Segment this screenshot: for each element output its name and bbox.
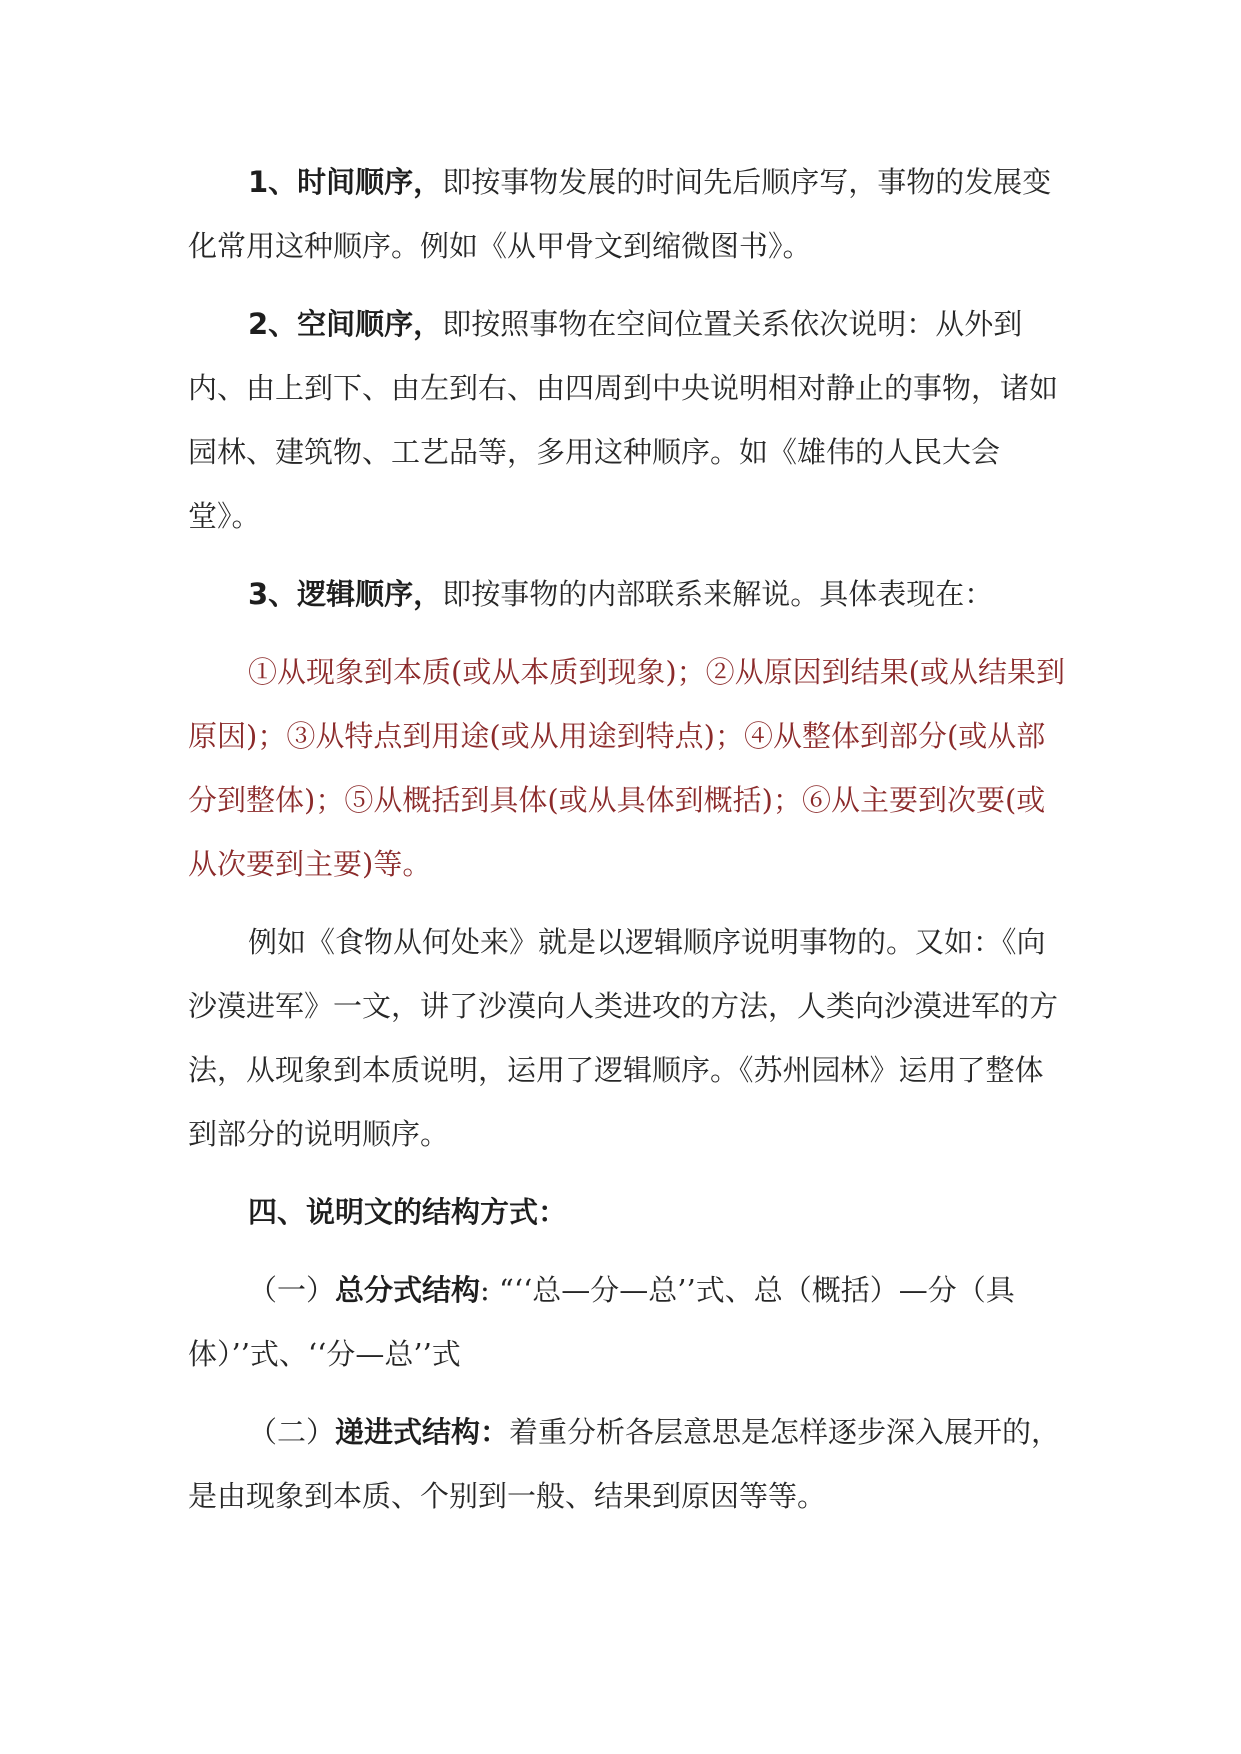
paragraph-logic-order [188, 562, 1068, 626]
structure-1-text: : “‘‘总—分—总’’式、总（概括）—分（具体）’’式、‘‘分—总’’式 [188, 1273, 1015, 1371]
document-body [188, 150, 1068, 1542]
structure-2-prefix: （二） [248, 1415, 336, 1449]
paragraph-space-order [188, 292, 1068, 548]
term-progressive-structure: 递进式结构： [335, 1415, 510, 1449]
section-heading-structure: 四、说明文的结构方式： [248, 1195, 568, 1229]
term-total-part-structure: 总分式结构 [335, 1273, 481, 1307]
paragraph-examples: 例如《食物从何处来》就是以逻辑顺序说明事物的。又如：《向沙漠进军》一文，讲了沙漠向人类进攻的方法，人类向沙漠进军的方法，从现象到本质说明，运用了逻辑顺序。《苏州园林》运用了整体到部分的说明顺序。 [188, 925, 1059, 1151]
logic-order-list: ①从现象到本质(或从本质到现象)；②从原因到结果(或从结果到原因)；③从特点到用途(或从用途到特点)；④从整体到部分(或从部分到整体)；⑤从概括到具体(或从具体到概括)；⑥从主要到次要(或从次要到主要)等。 [188, 655, 1065, 881]
paragraph-time-order [188, 150, 1068, 278]
structure-2-text: 着重分析各层意思是怎样逐步深入展开的，是由现象到本质、个别到一般、结果到原因等等。 [188, 1415, 1061, 1513]
paragraph-total-part-structure [188, 1258, 1068, 1386]
logic-order-text: 即按事物的内部联系来解说。具体表现在： [442, 577, 994, 611]
term-logic-order: 3、逻辑顺序， [248, 577, 443, 611]
term-time-order: 1、时间顺序， [248, 165, 443, 199]
space-order-text: 即按照事物在空间位置关系依次说明：从外到内、由上到下、由左到右、由四周到中央说明相对静止的事物，诸如园林、建筑物、工艺品等，多用这种顺序。如《雄伟的人民大会堂》。 [188, 307, 1059, 533]
structure-1-prefix: （一） [248, 1273, 336, 1307]
paragraph-progressive-structure [188, 1400, 1068, 1528]
time-order-text: 即按事物发展的时间先后顺序写，事物的发展变化常用这种顺序。例如《从甲骨文到缩微图书》。 [188, 165, 1052, 263]
term-space-order: 2、空间顺序， [248, 307, 443, 341]
